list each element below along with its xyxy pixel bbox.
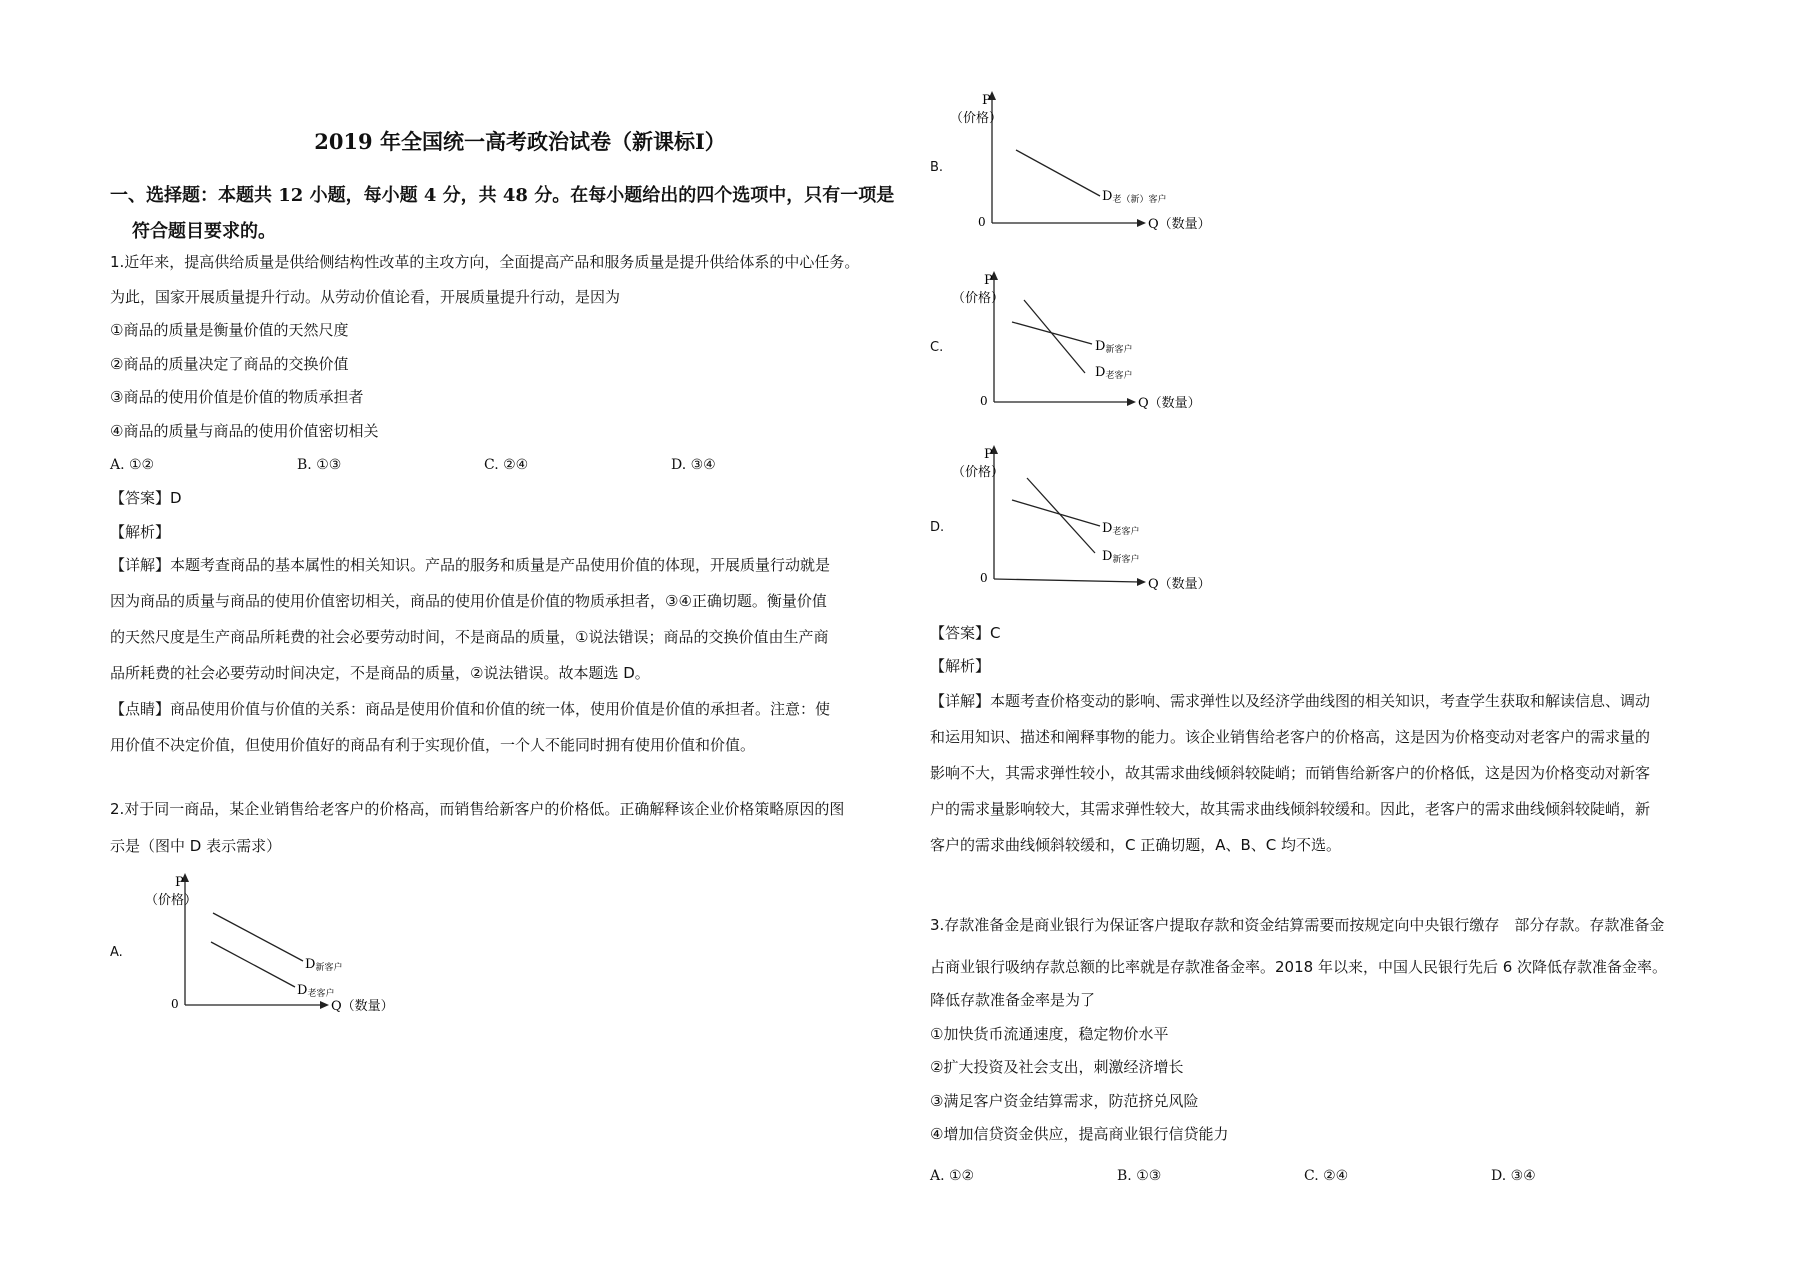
q3-stem-line1: 3.存款准备金是商业银行为保证客户提取存款和资金结算需要而按规定向中央银行缴存 部分存款。存款准备金 bbox=[930, 916, 1665, 934]
graph-c-curve-old bbox=[1024, 300, 1085, 373]
q2-stem-line1: 2.对于同一商品，某企业销售给老客户的价格高，而销售给新客户的价格低。正确解释该企业价格策略原因的图 bbox=[110, 800, 845, 818]
q1-stem-line2: 为此，国家开展质量提升行动。从劳动价值论看，开展质量提升行动，是因为 bbox=[110, 288, 621, 306]
q2-stem-line2: 示是（图中 D 表示需求） bbox=[110, 837, 282, 855]
graph-b-d1: D老（新）客户 bbox=[1102, 189, 1167, 205]
graph-c-label: C. bbox=[930, 340, 944, 355]
q1-option-a: A. ①② bbox=[110, 457, 155, 473]
q3-stem-line2: 占商业银行吸纳存款总额的比率就是存款准备金率。2018 年以来，中国人民银行先后 6 次降低存款准备金率。 bbox=[930, 958, 1668, 976]
q1-option-d: D. ③④ bbox=[671, 457, 716, 473]
graph-d-d1: D老客户 bbox=[1102, 521, 1140, 537]
q3-stem-line3: 降低存款准备金率是为了 bbox=[930, 991, 1096, 1009]
graph-b-curve bbox=[1016, 150, 1100, 196]
q1-detail-line4: 品所耗费的社会必要劳动时间决定，不是商品的质量，②说法错误。故本题选 D。 bbox=[110, 664, 650, 682]
graph-b-p: P bbox=[982, 93, 991, 108]
graph-b-label: B. bbox=[930, 160, 944, 175]
q1-detail-line1: 【详解】本题考查商品的基本属性的相关知识。产品的服务和质量是产品使用价值的体现，开展质量行动就是 bbox=[110, 556, 831, 574]
q3-statement-2: ②扩大投资及社会支出，刺激经济增长 bbox=[930, 1058, 1184, 1076]
q2-detail-line5: 客户的需求曲线倾斜较缓和，C 正确切题，A、B、C 均不选。 bbox=[930, 836, 1342, 854]
graph-c bbox=[952, 268, 1282, 418]
graph-d-d2: D新客户 bbox=[1102, 549, 1140, 565]
q3-option-d: D. ③④ bbox=[1491, 1168, 1536, 1184]
q1-statement-4: ④商品的质量与商品的使用价值密切相关 bbox=[110, 422, 379, 440]
q2-detail-line4: 户的需求量影响较大，其需求弹性较大，故其需求曲线倾斜较缓和。因此，老客户的需求曲线倾斜较陡峭，新 bbox=[930, 800, 1651, 818]
graph-d-origin: 0 bbox=[980, 571, 988, 585]
page-title: 2019 年全国统一高考政治试卷（新课标I） bbox=[314, 129, 726, 154]
q2-detail-line1: 【详解】本题考查价格变动的影响、需求弹性以及经济学曲线图的相关知识，考查学生获取和解读信息、调动 bbox=[930, 692, 1651, 710]
graph-a-curve-old bbox=[211, 942, 295, 987]
graph-d-curve-old bbox=[1012, 500, 1100, 526]
graph-d-p: P bbox=[984, 447, 993, 462]
q3-statement-3: ③满足客户资金结算需求，防范挤兑风险 bbox=[930, 1092, 1199, 1110]
graph-b bbox=[950, 88, 1290, 238]
q3-option-a: A. ①② bbox=[930, 1168, 975, 1184]
graph-b-price: （价格） bbox=[950, 111, 1003, 126]
graph-a-curve-new bbox=[213, 913, 303, 961]
q1-detail-line2: 因为商品的质量与商品的使用价值密切相关，商品的使用价值是价值的物质承担者，③④正确切题。衡量价值 bbox=[110, 592, 827, 610]
section-heading bbox=[110, 178, 900, 250]
graph-c-p: P bbox=[984, 273, 993, 288]
q3-option-c: C. ②④ bbox=[1304, 1168, 1349, 1184]
graph-a-q: Q（数量） bbox=[331, 999, 394, 1014]
q1-answer: 【答案】D bbox=[110, 489, 182, 507]
graph-d-curve-new bbox=[1027, 478, 1095, 553]
graph-b-q: Q（数量） bbox=[1148, 217, 1211, 232]
graph-a-label: A. bbox=[110, 945, 123, 960]
graph-d-q: Q（数量） bbox=[1148, 577, 1211, 592]
graph-a-d1: D新客户 bbox=[305, 957, 343, 973]
q1-point-line1: 【点睛】商品使用价值与价值的关系：商品是使用价值和价值的统一体，使用价值是价值的承担者。注意：使 bbox=[110, 700, 831, 718]
q1-option-b: B. ①③ bbox=[297, 457, 342, 473]
graph-a-d2: D老客户 bbox=[297, 983, 335, 999]
graph-c-q: Q（数量） bbox=[1138, 396, 1201, 411]
graph-a-p: P bbox=[175, 875, 184, 890]
q1-option-c: C. ②④ bbox=[484, 457, 529, 473]
graph-c-d2: D老客户 bbox=[1095, 365, 1133, 381]
graph-c-origin: 0 bbox=[980, 394, 988, 408]
q1-stem-line1: 1.近年来，提高供给质量是供给侧结构性改革的主攻方向，全面提高产品和服务质量是提升供给体系的中心任务。 bbox=[110, 253, 860, 271]
q1-statement-2: ②商品的质量决定了商品的交换价值 bbox=[110, 355, 349, 373]
q3-statement-4: ④增加信贷资金供应，提高商业银行信贷能力 bbox=[930, 1125, 1229, 1143]
q2-analysis-label: 【解析】 bbox=[930, 657, 991, 675]
section-heading-line1: 一、选择题：本题共 12 小题，每小题 4 分，共 48 分。在每小题给出的四个选项中，只有一项是 bbox=[110, 185, 895, 206]
graph-d-price: （价格） bbox=[952, 465, 1005, 480]
graph-c-price: （价格） bbox=[952, 291, 1005, 306]
q1-statement-3: ③商品的使用价值是价值的物质承担者 bbox=[110, 388, 364, 406]
q2-detail-line3: 影响不大，其需求弹性较小，故其需求曲线倾斜较陡峭；而销售给新客户的价格低，这是因为价格变动对新客 bbox=[930, 764, 1651, 782]
q3-option-b: B. ①③ bbox=[1117, 1168, 1162, 1184]
section-heading-line2: 符合题目要求的。 bbox=[132, 221, 276, 242]
graph-b-origin: 0 bbox=[978, 215, 986, 229]
graph-d bbox=[952, 442, 1292, 602]
graph-a bbox=[145, 870, 505, 1020]
q1-analysis-label: 【解析】 bbox=[110, 523, 171, 541]
graph-c-d1: D新客户 bbox=[1095, 339, 1133, 355]
q1-point-line2: 用价值不决定价值，但使用价值好的商品有利于实现价值，一个人不能同时拥有使用价值和价值。 bbox=[110, 736, 756, 754]
q3-statement-1: ①加快货币流通速度，稳定物价水平 bbox=[930, 1025, 1169, 1043]
graph-d-label: D. bbox=[930, 520, 945, 535]
q3-options bbox=[930, 1168, 1720, 1198]
graph-a-origin: 0 bbox=[171, 997, 179, 1011]
q2-detail-line2: 和运用知识、描述和阐释事物的能力。该企业销售给老客户的价格高，这是因为价格变动对老客户的需求量的 bbox=[930, 728, 1651, 746]
q1-statement-1: ①商品的质量是衡量价值的天然尺度 bbox=[110, 321, 349, 339]
graph-a-price: （价格） bbox=[145, 893, 198, 908]
q1-detail-line3: 的天然尺度是生产商品所耗费的社会必要劳动时间，不是商品的质量，①说法错误；商品的交换价值由生产商 bbox=[110, 628, 829, 646]
q2-answer: 【答案】C bbox=[930, 624, 1001, 642]
